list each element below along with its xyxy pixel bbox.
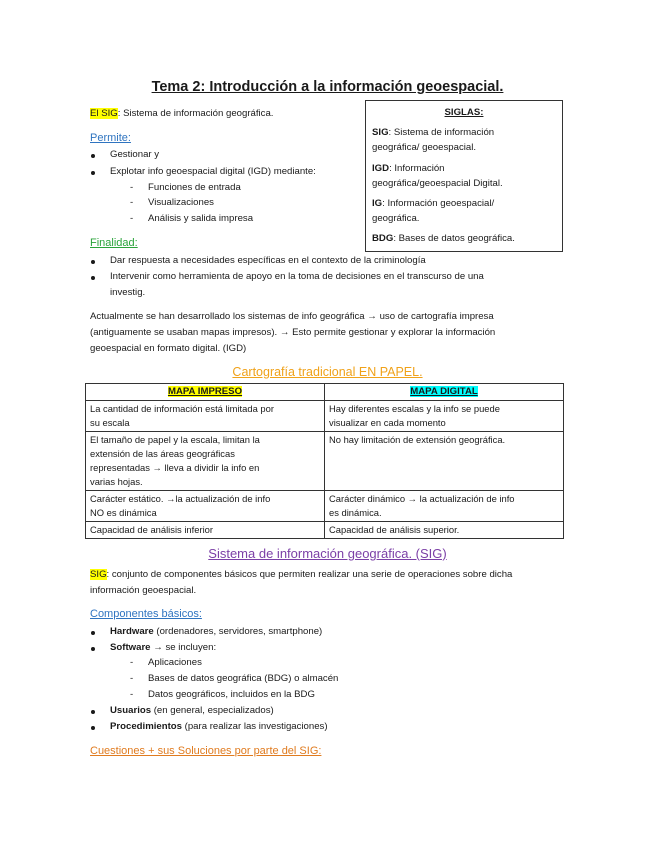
sigla-text: : Bases de datos geográfica.: [393, 233, 515, 244]
permite-subitem: Visualizaciones: [148, 197, 214, 208]
permite-heading: Permite:: [90, 132, 131, 144]
componente-item: [110, 704, 274, 718]
sigla-text: : Información geoespacial/: [382, 198, 495, 209]
cell-line: representadas → lleva a dividir la info en: [90, 462, 260, 473]
sigla-entry: [372, 126, 494, 140]
bullet-dot: [91, 171, 95, 175]
cell-line: Hay diferentes escalas y la info se puede: [329, 403, 500, 414]
dash-marker: -: [130, 657, 134, 668]
componente-desc: (para realizar las investigaciones): [181, 721, 328, 732]
sig-definition: : Sistema de información geográfica.: [117, 108, 274, 119]
sig-definition-line: [90, 568, 512, 582]
permite-item: Explotar info geoespacial digital (IGD) mediante:: [110, 166, 316, 177]
sigla-abbr: BDG: [372, 233, 394, 244]
cartografia-heading: Cartografía tradicional EN PAPEL.: [232, 365, 423, 379]
cuestiones-heading: Cuestiones + sus Soluciones por parte del SIG:: [90, 745, 322, 757]
permite-item: Gestionar y: [110, 149, 160, 160]
cell-line: Capacidad de análisis inferior: [90, 524, 213, 535]
componente-desc: (ordenadores, servidores, smartphone): [153, 626, 323, 637]
table-row: [86, 401, 564, 432]
cell-line: Carácter dinámico → la actualización de info: [329, 493, 515, 504]
sigla-text: : Información: [389, 163, 445, 174]
cell-line: Capacidad de análisis superior.: [329, 524, 460, 535]
sigla-text-cont: geográfica/geoespacial Digital.: [372, 178, 503, 189]
dash-marker: -: [130, 182, 134, 193]
cell-line: visualizar en cada momento: [329, 417, 446, 428]
cell-line: extensión de las áreas geográficas: [90, 448, 235, 459]
dash-marker: -: [130, 213, 134, 224]
dash-marker: -: [130, 689, 134, 700]
bullet-dot: [91, 260, 95, 264]
bullet-dot: [91, 631, 95, 635]
cell-line: Carácter estático. →la actualización de info: [90, 493, 271, 504]
componente-desc: (en general, especializados): [151, 705, 274, 716]
componente-item: [110, 625, 322, 639]
sig-definition-cont: información geoespacial.: [90, 585, 197, 596]
sigla-abbr: SIG: [372, 127, 389, 138]
componente-subitem: Aplicaciones: [148, 657, 202, 668]
finalidad-item-cont: investig.: [110, 287, 146, 298]
table-cell: [86, 491, 325, 522]
finalidad-item: Intervenir como herramienta de apoyo en la toma de decisiones en el transcurso de una: [110, 271, 484, 282]
sigla-abbr: IGD: [372, 163, 390, 174]
paragraph-line: Actualmente se han desarrollado los sistemas de info geográfica → uso de cartografía impresa: [90, 311, 494, 322]
table-cell: [325, 401, 564, 432]
table-cell: [86, 522, 325, 539]
cell-line: es dinámica.: [329, 507, 382, 518]
componente-name: Hardware: [110, 626, 154, 637]
siglas-box: [365, 100, 563, 252]
sigla-entry: [372, 162, 445, 176]
sig-highlight: El SIG: [90, 108, 118, 119]
bullet-dot: [91, 647, 95, 651]
table-row: [86, 491, 564, 522]
col-header-impreso: MAPA IMPRESO: [167, 386, 243, 397]
table-cell: [325, 432, 564, 491]
table-header-row: [86, 384, 564, 401]
finalidad-item: Dar respuesta a necesidades específicas en el contexto de la criminología: [110, 255, 426, 266]
permite-subitem: Funciones de entrada: [148, 182, 241, 193]
bullet-dot: [91, 276, 95, 280]
table-row: [86, 432, 564, 491]
componente-name: Procedimientos: [110, 721, 182, 732]
sig-definition-text: : conjunto de componentes básicos que permiten realizar una serie de operaciones sobre dicha: [106, 569, 513, 580]
table-cell: [325, 522, 564, 539]
table-cell: [325, 491, 564, 522]
cell-line: La cantidad de información está limitada por: [90, 403, 274, 414]
dash-marker: -: [130, 673, 134, 684]
cell-line: varias hojas.: [90, 476, 143, 487]
permite-subitem: Análisis y salida impresa: [148, 213, 254, 224]
sigla-entry: [372, 232, 515, 246]
bullet-dot: [91, 154, 95, 158]
table-cell: [86, 401, 325, 432]
cell-line: No hay limitación de extensión geográfica.: [329, 434, 506, 445]
cell-line: NO es dinámica: [90, 507, 157, 518]
sigla-text-cont: geográfica/ geoespacial.: [372, 142, 477, 153]
cell-line: El tamaño de papel y la escala, limitan la: [90, 434, 260, 445]
sig-label-highlight: SIG: [90, 569, 107, 580]
paragraph-line: (antiguamente se usaban mapas impresos). → Esto permite gestionar y explorar la información: [90, 327, 496, 338]
page-title: Tema 2: Introducción a la información geoespacial.: [151, 79, 504, 95]
componente-name: Software: [110, 642, 151, 653]
col-header-digital: MAPA DIGITAL: [410, 386, 478, 397]
siglas-heading: SIGLAS:: [444, 107, 484, 118]
table-row: [86, 522, 564, 539]
componente-desc: → se incluyen:: [150, 642, 217, 653]
finalidad-heading: Finalidad:: [90, 237, 138, 249]
table-header-cell: [325, 384, 564, 401]
bullet-dot: [91, 726, 95, 730]
paragraph-line: geoespacial en formato digital. (IGD): [90, 343, 247, 354]
table-cell: [86, 432, 325, 491]
componente-subitem: Bases de datos geográfica (BDG) o almacén: [148, 673, 339, 684]
componentes-heading: Componentes básicos:: [90, 608, 202, 620]
comparison-table: [85, 383, 564, 539]
bullet-dot: [91, 710, 95, 714]
sig-section-heading: Sistema de información geográfica. (SIG): [208, 546, 447, 561]
sigla-text: : Sistema de información: [388, 127, 495, 138]
table-header-cell: [86, 384, 325, 401]
componente-item: [110, 641, 216, 655]
componente-subitem: Datos geográficos, incluidos en la BDG: [148, 689, 315, 700]
intro-line: [90, 107, 273, 121]
componente-item: [110, 720, 328, 734]
componente-name: Usuarios: [110, 705, 152, 716]
sigla-entry: [372, 197, 494, 211]
sigla-abbr: IG: [372, 198, 383, 209]
dash-marker: -: [130, 197, 134, 208]
sigla-text-cont: geográfica.: [372, 213, 420, 224]
cell-line: su escala: [90, 417, 130, 428]
